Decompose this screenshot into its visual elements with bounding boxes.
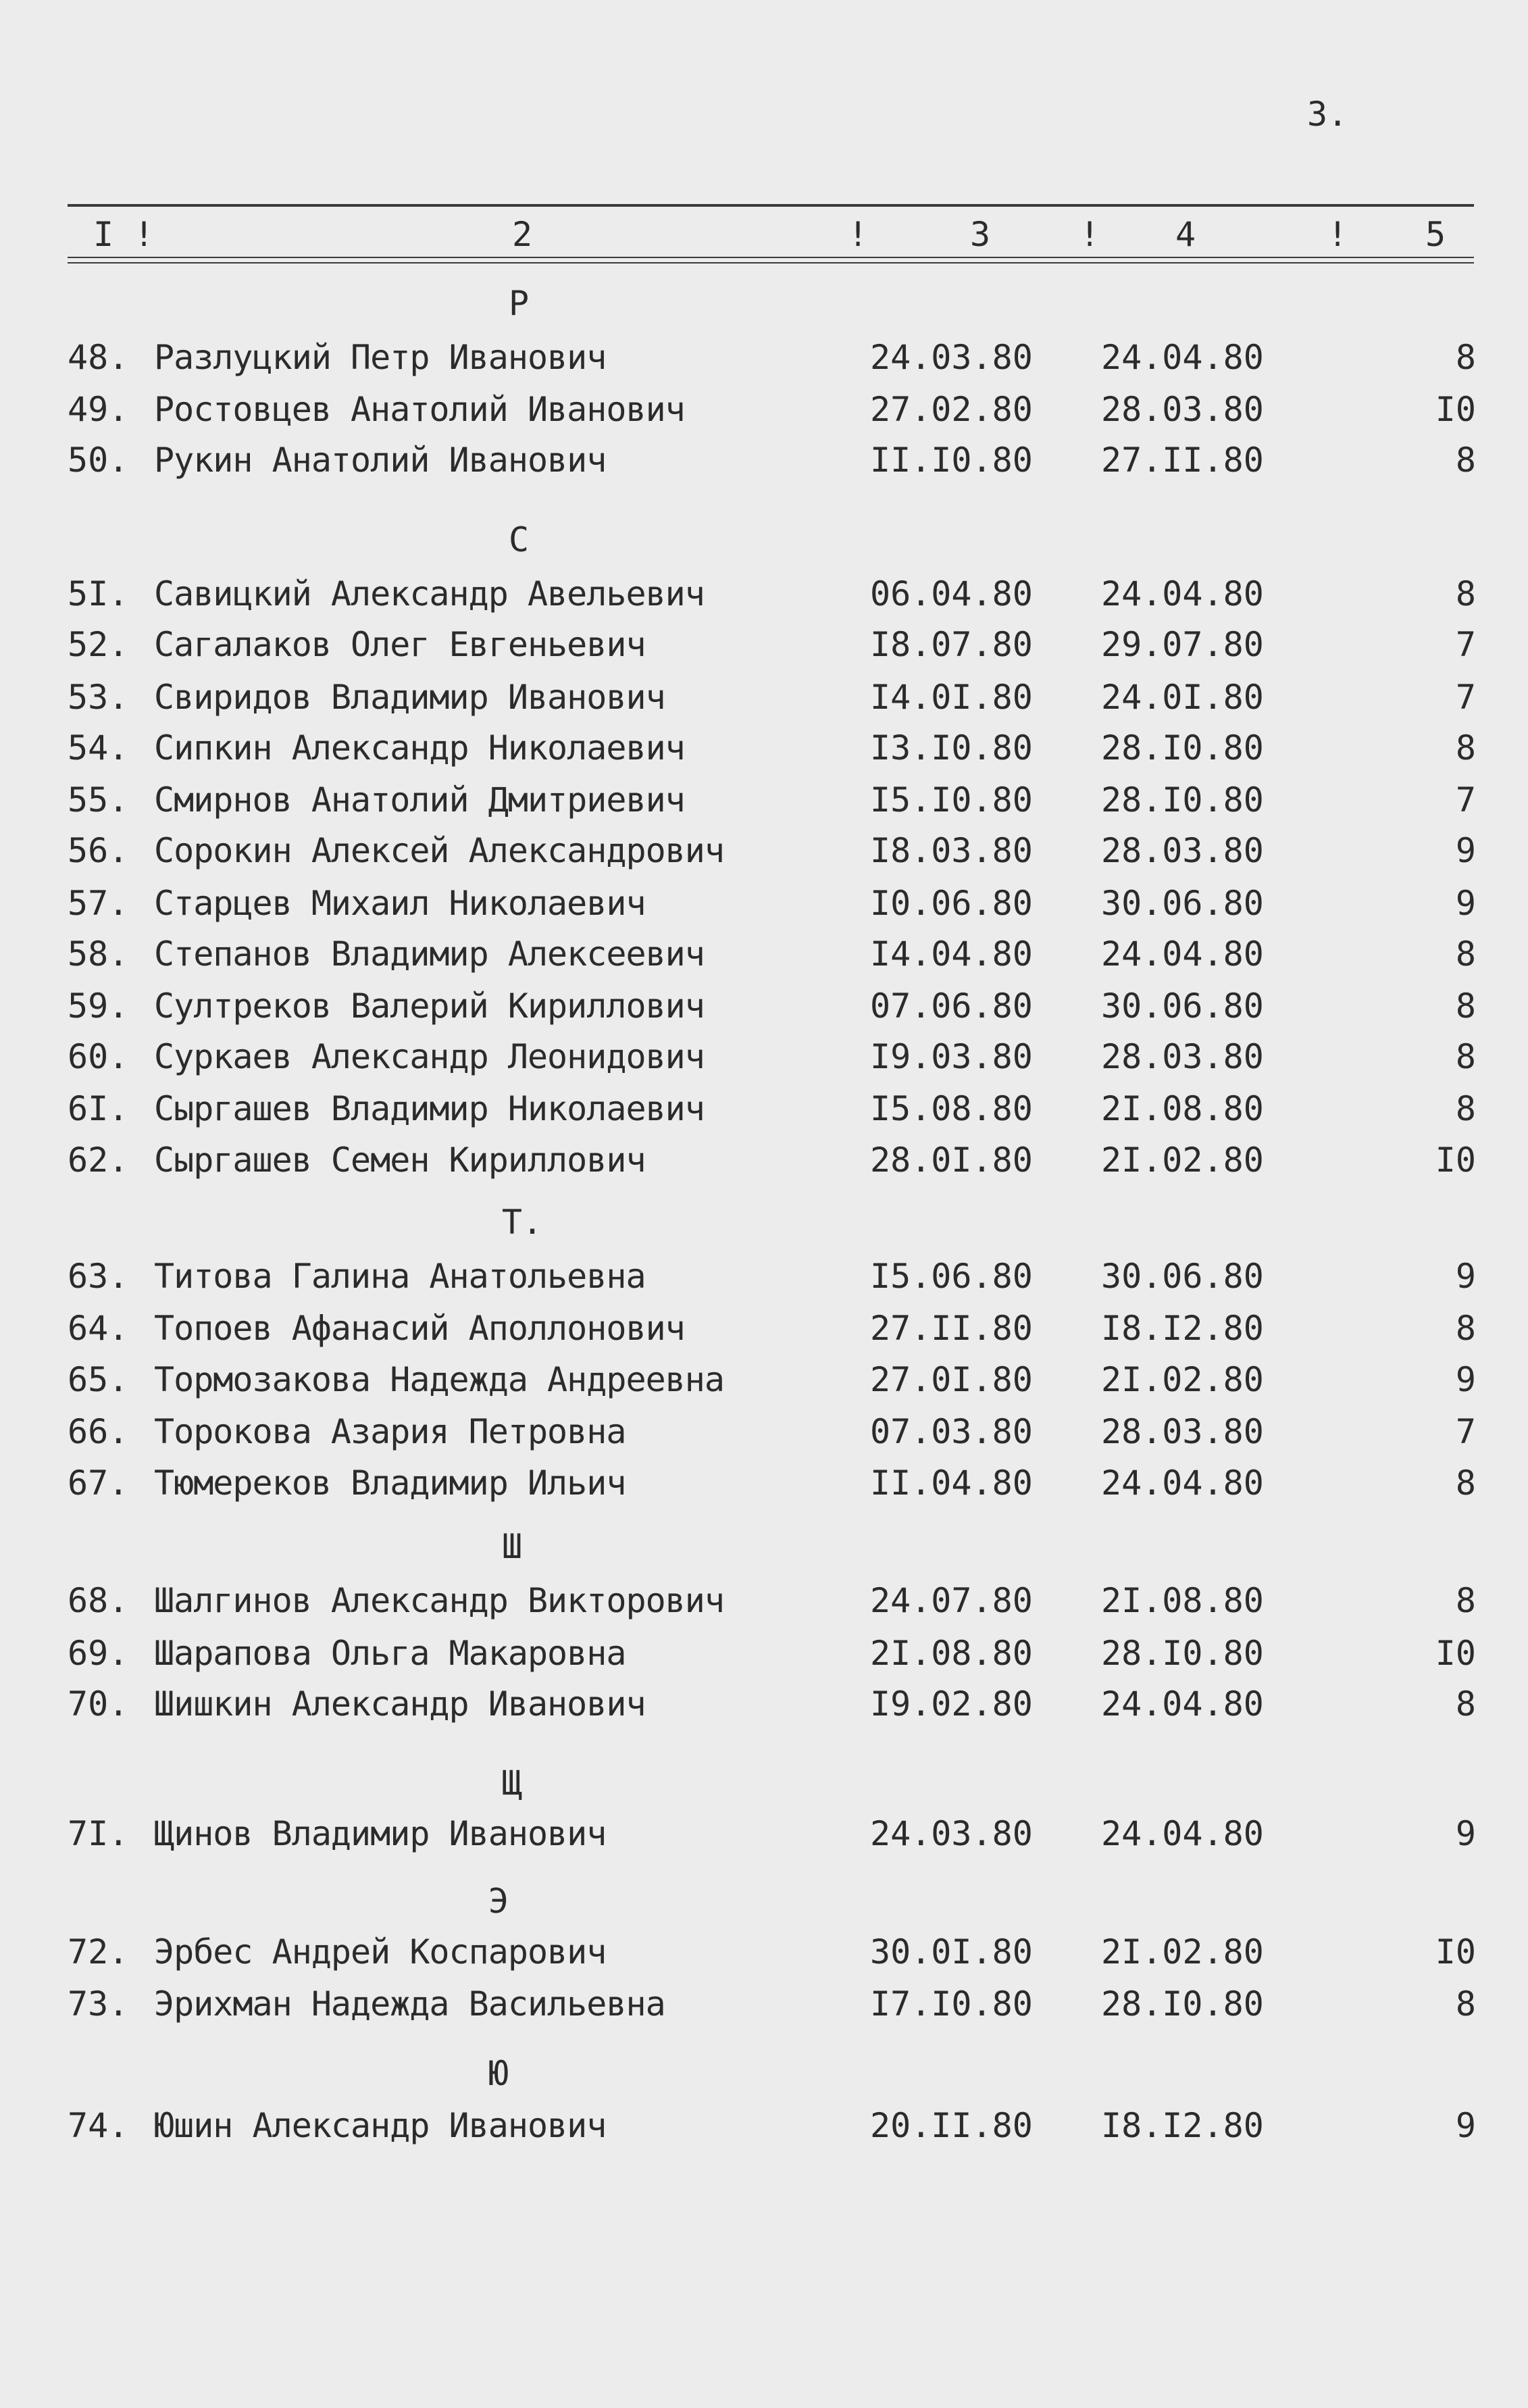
list-item [68,574,1474,622]
entry-number: 65. [68,1360,129,1399]
end-date: 24.04.80 [1101,1814,1264,1853]
end-date: 2I.08.80 [1101,1581,1264,1620]
entry-count: 8 [1455,1581,1476,1620]
entry-number: 67. [68,1463,129,1503]
header-col5: 5 [1425,215,1446,254]
entry-count: 7 [1455,1412,1476,1451]
list-item [68,1684,1474,1732]
entry-number: 6I. [68,1089,129,1128]
header-col2: 2 [512,215,533,254]
end-date: 24.04.80 [1101,1463,1264,1503]
page-number: 3. [1307,95,1348,134]
person-name: Суркаев Александр Леонидович [154,1037,705,1076]
entry-count: 9 [1455,1814,1476,1853]
start-date: 06.04.80 [870,574,1033,613]
end-date: 28.03.80 [1101,1412,1264,1451]
end-date: 2I.02.80 [1101,1140,1264,1180]
end-date: 27.II.80 [1101,441,1264,480]
start-date: 24.03.80 [870,338,1033,377]
entry-number: 48. [68,338,129,377]
end-date: 28.03.80 [1101,831,1264,870]
person-name: Щинов Владимир Иванович [154,1814,607,1853]
person-name: Смирнов Анатолий Дмитриевич [154,780,685,820]
list-item [68,625,1474,672]
entry-number: 56. [68,831,129,870]
person-name: Шарапова Ольга Макаровна [154,1634,626,1673]
list-item [68,1309,1474,1356]
list-item [68,1360,1474,1407]
start-date: I9.02.80 [870,1684,1033,1724]
entry-count: 8 [1455,338,1476,377]
entry-number: 50. [68,441,129,480]
entry-count: 8 [1455,1309,1476,1348]
entry-count: 9 [1455,1360,1476,1399]
entry-number: 59. [68,986,129,1026]
list-item [68,1037,1474,1084]
entry-number: 72. [68,1932,129,1972]
end-date: 28.I0.80 [1101,1634,1264,1673]
entry-count: 7 [1455,780,1476,820]
entry-number: 49. [68,390,129,429]
entry-count: 8 [1455,934,1476,974]
start-date: I3.I0.80 [870,728,1033,768]
entry-count: 8 [1455,574,1476,613]
entry-count: 9 [1455,884,1476,923]
end-date: 24.04.80 [1101,574,1264,613]
header-separator: ! [134,215,155,254]
person-name: Эрбес Андрей Коспарович [154,1932,607,1972]
list-item [68,441,1474,488]
entry-count: 8 [1455,1089,1476,1128]
start-date: II.I0.80 [870,441,1033,480]
header-col1: I [93,215,114,254]
start-date: 24.07.80 [870,1581,1033,1620]
person-name: Сагалаков Олег Евгеньевич [154,625,646,664]
end-date: 28.03.80 [1101,390,1264,429]
list-item [68,1089,1474,1136]
entry-number: 54. [68,728,129,768]
person-name: Топоев Афанасий Аполлонович [154,1309,685,1348]
entry-count: I0 [1435,390,1476,429]
list-item [68,986,1474,1034]
start-date: 27.II.80 [870,1309,1033,1348]
start-date: I4.0I.80 [870,678,1033,717]
list-item [68,1581,1474,1628]
end-date: 2I.08.80 [1101,1089,1264,1128]
end-date: 2I.02.80 [1101,1932,1264,1972]
list-item [68,884,1474,931]
entry-number: 52. [68,625,129,664]
entry-count: 8 [1455,728,1476,768]
entry-number: 73. [68,1984,129,2024]
section-letter: Т. [501,1203,543,1242]
list-item [68,390,1474,437]
end-date: 24.04.80 [1101,1684,1264,1724]
section-letter: Щ [501,1763,523,1803]
list-item [68,2106,1474,2153]
start-date: 2I.08.80 [870,1634,1033,1673]
start-date: I5.06.80 [870,1257,1033,1296]
section-letter: Э [488,1882,509,1921]
section-letter: Ю [488,2054,509,2093]
entry-number: 66. [68,1412,129,1451]
end-date: 24.04.80 [1101,934,1264,974]
start-date: 07.03.80 [870,1412,1033,1451]
entry-count: 8 [1455,441,1476,480]
start-date: I4.04.80 [870,934,1033,974]
person-name: Ростовцев Анатолий Иванович [154,390,685,429]
list-item [68,831,1474,878]
list-item [68,1463,1474,1511]
start-date: 28.0I.80 [870,1140,1033,1180]
section-letter: Р [508,284,530,323]
start-date: 20.II.80 [870,2106,1033,2145]
person-name: Рукин Анатолий Иванович [154,441,607,480]
start-date: 27.02.80 [870,390,1033,429]
person-name: Сипкин Александр Николаевич [154,728,685,768]
start-date: I0.06.80 [870,884,1033,923]
entry-number: 74. [68,2106,129,2145]
entry-count: I0 [1435,1932,1476,1972]
entry-number: 63. [68,1257,129,1296]
start-date: 30.0I.80 [870,1932,1033,1972]
section-letter: С [508,520,530,559]
person-name: Свиридов Владимир Иванович [154,678,665,717]
header-col4: 4 [1175,215,1196,254]
header-separator: ! [1079,215,1100,254]
start-date: I8.03.80 [870,831,1033,870]
end-date: 28.I0.80 [1101,780,1264,820]
end-date: 30.06.80 [1101,884,1264,923]
person-name: Юшин Александр Иванович [154,2106,607,2145]
entry-number: 7I. [68,1814,129,1853]
list-item [68,1932,1474,1980]
entry-count: I0 [1435,1140,1476,1180]
person-name: Старцев Михаил Николаевич [154,884,646,923]
person-name: Шалгинов Александр Викторович [154,1581,724,1620]
entry-number: 60. [68,1037,129,1076]
header-separator: ! [848,215,869,254]
entry-count: I0 [1435,1634,1476,1673]
entry-count: 9 [1455,2106,1476,2145]
start-date: I5.I0.80 [870,780,1033,820]
person-name: Тормозакова Надежда Андреевна [154,1360,724,1399]
list-item [68,338,1474,385]
list-item [68,1140,1474,1188]
person-name: Тюмереков Владимир Ильич [154,1463,626,1503]
end-date: I8.I2.80 [1101,2106,1264,2145]
entry-count: 8 [1455,1984,1476,2024]
entry-count: 8 [1455,1463,1476,1503]
end-date: 30.06.80 [1101,1257,1264,1296]
list-item [68,678,1474,725]
list-item [68,728,1474,776]
start-date: I8.07.80 [870,625,1033,664]
list-item [68,934,1474,982]
entry-count: 8 [1455,986,1476,1026]
start-date: I7.I0.80 [870,1984,1033,2024]
start-date: 27.0I.80 [870,1360,1033,1399]
end-date: 2I.02.80 [1101,1360,1264,1399]
start-date: 07.06.80 [870,986,1033,1026]
person-name: Сыргашев Семен Кириллович [154,1140,646,1180]
person-name: Степанов Владимир Алексеевич [154,934,705,974]
list-item [68,1634,1474,1681]
entry-number: 62. [68,1140,129,1180]
person-name: Султреков Валерий Кириллович [154,986,705,1026]
entry-number: 68. [68,1581,129,1620]
person-name: Торокова Азария Петровна [154,1412,626,1451]
list-item [68,1257,1474,1304]
entry-count: 7 [1455,678,1476,717]
end-date: I8.I2.80 [1101,1309,1264,1348]
person-name: Сыргашев Владимир Николаевич [154,1089,705,1128]
list-item [68,1984,1474,2032]
start-date: 24.03.80 [870,1814,1033,1853]
entry-number: 69. [68,1634,129,1673]
end-date: 30.06.80 [1101,986,1264,1026]
entry-number: 55. [68,780,129,820]
entry-count: 7 [1455,625,1476,664]
start-date: I5.08.80 [870,1089,1033,1128]
entry-count: 9 [1455,1257,1476,1296]
section-letter: Ш [501,1527,523,1566]
header-separator: ! [1327,215,1348,254]
start-date: I9.03.80 [870,1037,1033,1076]
header-top-rule [68,204,1474,207]
person-name: Шишкин Александр Иванович [154,1684,646,1724]
person-name: Разлуцкий Петр Иванович [154,338,607,377]
entry-number: 64. [68,1309,129,1348]
entry-number: 57. [68,884,129,923]
end-date: 24.0I.80 [1101,678,1264,717]
list-item [68,1814,1474,1861]
header-bottom-rule [68,257,1474,264]
entry-number: 70. [68,1684,129,1724]
person-name: Савицкий Александр Авельевич [154,574,705,613]
start-date: II.04.80 [870,1463,1033,1503]
entry-number: 5I. [68,574,129,613]
end-date: 24.04.80 [1101,338,1264,377]
entry-count: 9 [1455,831,1476,870]
end-date: 29.07.80 [1101,625,1264,664]
person-name: Эрихман Надежда Васильевна [154,1984,665,2024]
entry-count: 8 [1455,1037,1476,1076]
list-item [68,1412,1474,1459]
entry-number: 58. [68,934,129,974]
person-name: Титова Галина Анатольевна [154,1257,646,1296]
end-date: 28.I0.80 [1101,1984,1264,2024]
end-date: 28.03.80 [1101,1037,1264,1076]
entry-number: 53. [68,678,129,717]
list-item [68,780,1474,828]
person-name: Сорокин Алексей Александрович [154,831,724,870]
end-date: 28.I0.80 [1101,728,1264,768]
header-col3: 3 [970,215,991,254]
entry-count: 8 [1455,1684,1476,1724]
